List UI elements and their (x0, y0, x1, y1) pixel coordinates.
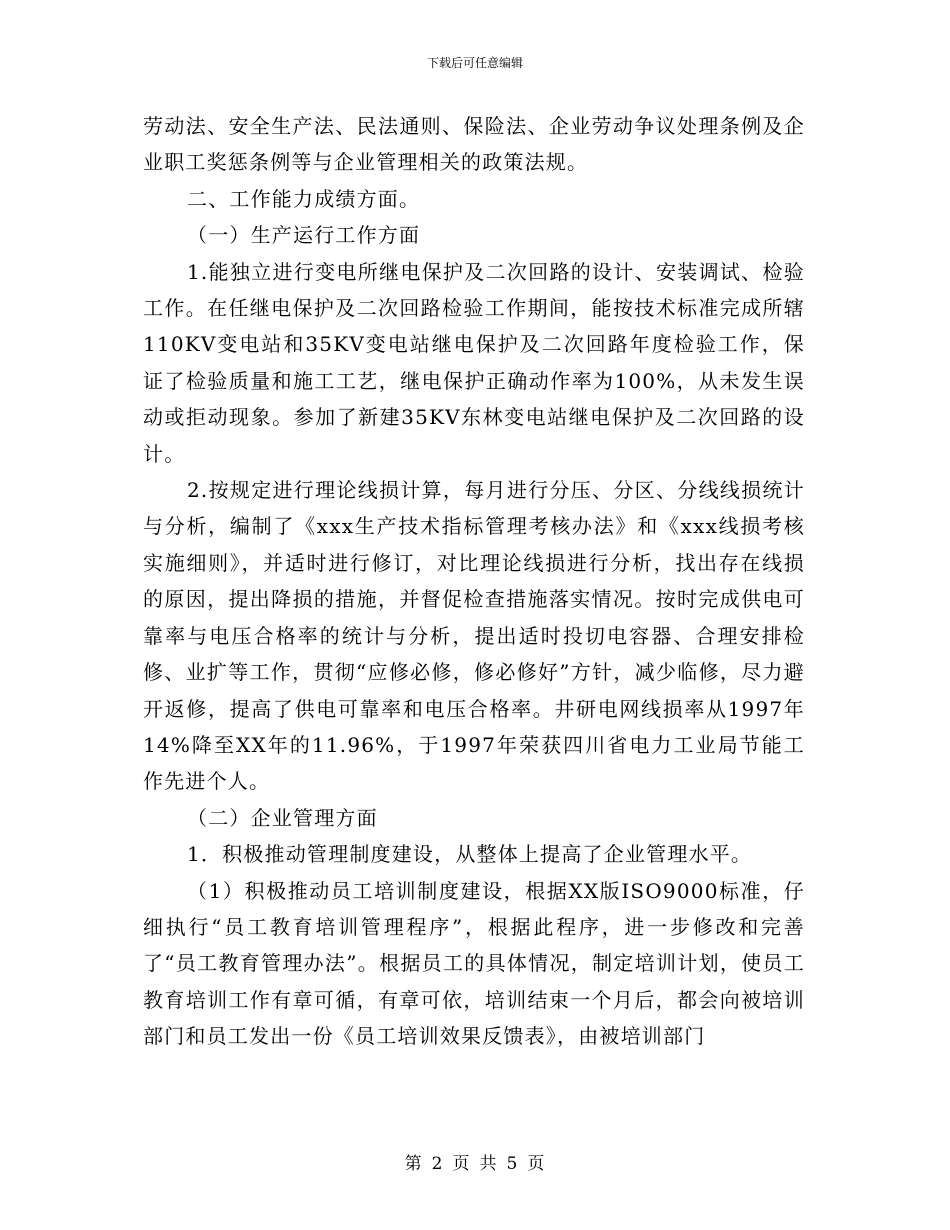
paragraph-relay-protection: 1.能独立进行变电所继电保护及二次回路的设计、安装调试、检验工作。在任继电保护及二次回路检验工作期间，能按技术标准完成所辖110KV变电站和35KV变电站继电保护及二次回路年度检验工作，保证了检验质量和施工工艺，继电保护正确动作率为100%，从未发生误动或拒动现象。参加了新建35KV东林变电站继电保护及二次回路的设计。 (143, 259, 805, 466)
paragraph-management-system: 1．积极推动管理制度建设，从整体上提高了企业管理水平。 (187, 842, 753, 867)
section-heading-work-ability: 二、工作能力成绩方面。 (187, 186, 421, 211)
subsection-heading-management: （二）企业管理方面 (187, 805, 378, 830)
footer-page-number: 2 (431, 1154, 444, 1174)
footer-total-pages: 5 (506, 1154, 519, 1174)
subsection-heading-production: （一）生产运行工作方面 (187, 223, 421, 248)
paragraph-line-loss: 2.按规定进行理论线损计算，每月进行分压、分区、分线线损统计与分析，编制了《xxx生产技术指标管理考核办法》和《xxx线损考核实施细则》，并适时进行修订，对比理论线损进行分析，找出存在线损的原因，提出降损的措施，并督促检查措施落实情况。按时完成供电可靠率与电压合格率的统计与分析，提出适时投切电容器、合理安排检修、业扩等工作，贯彻“应修必修，修必修好”方针，减少临修，尽力避开返修，提高了供电可靠率和电压合格率。井研电网线损率从1997年14%降至XX年的11.96%，于1997年荣获四川省电力工业局节能工作先进个人。 (143, 478, 805, 794)
document-body (143, 108, 805, 1055)
paragraph-staff-training: （1）积极推动员工培训制度建设，根据XX版ISO9000标准，仔细执行“员工教育培训管理程序”，根据此程序，进一步修改和完善了“员工教育管理办法”。根据员工的具体情况，制定培训计划，使员工教育培训工作有章可循，有章可依，培训结束一个月后，都会向被培训部门和员工发出一份《员工培训效果反馈表》，由被培训部门 (143, 878, 805, 1049)
paragraph-laws-list: 劳动法、安全生产法、民法通则、保险法、企业劳动争议处理条例及企业职工奖惩条例等与企业管理相关的政策法规。 (143, 114, 805, 175)
footer-total-unit: 页 (527, 1154, 546, 1174)
footer-prefix: 第 (404, 1154, 423, 1174)
footer-of: 共 (479, 1154, 498, 1174)
page-footer (0, 1154, 950, 1174)
footer-page-unit: 页 (452, 1154, 471, 1174)
page-header: 下载后可任意编辑 (426, 56, 523, 70)
